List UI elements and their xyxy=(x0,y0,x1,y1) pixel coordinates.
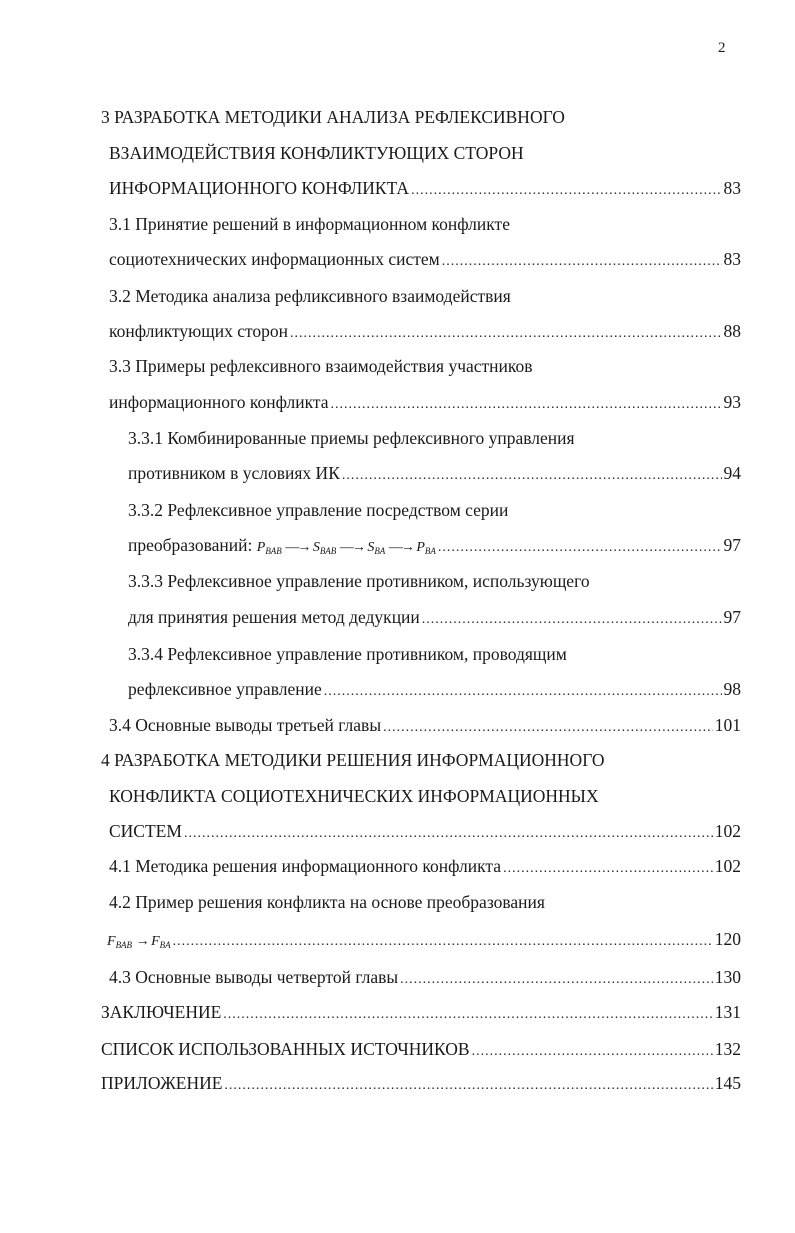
toc-page-ref: 83 xyxy=(723,178,741,198)
toc-page-ref: 145 xyxy=(714,1073,741,1093)
toc-page-ref: 130 xyxy=(714,967,741,987)
toc-page-ref: 132 xyxy=(714,1039,741,1059)
toc-page-ref: 102 xyxy=(714,856,741,876)
leader-dots xyxy=(224,1073,712,1099)
leader-dots xyxy=(342,463,722,489)
toc-entry-3-1[interactable] xyxy=(109,246,741,272)
toc-page-ref: 120 xyxy=(714,929,741,949)
toc-ch3-title-line2: ВЗАИМОДЕЙСТВИЯ КОНФЛИКТУЮЩИХ СТОРОН xyxy=(109,143,524,163)
toc-ch4-title-line3: СИСТЕМ xyxy=(109,821,182,841)
formula-symbol: P xyxy=(256,540,266,555)
toc-page-ref: 101 xyxy=(714,715,741,735)
toc-page-ref: 131 xyxy=(714,1002,741,1022)
long-arrow-icon: —→ xyxy=(285,540,310,555)
leader-dots xyxy=(383,715,713,741)
toc-s3-3-4-line2: рефлексивное управление xyxy=(128,679,322,699)
formula-subscript: BAB xyxy=(265,546,282,556)
toc-entry-4-1[interactable] xyxy=(109,853,741,879)
formula-symbol: F xyxy=(107,934,116,949)
toc-page-ref: 102 xyxy=(714,821,741,841)
toc-page-ref: 83 xyxy=(723,249,741,269)
toc-page-ref: 94 xyxy=(723,463,741,483)
toc-s3-3-1-line2: противником в условиях ИК xyxy=(128,463,340,483)
toc-s3-3-2-line2 xyxy=(128,532,436,564)
toc-entry-4-2[interactable] xyxy=(107,926,741,952)
toc-s3-3-line1: 3.3 Примеры рефлексивного взаимодействия участников xyxy=(109,356,533,376)
leader-dots xyxy=(290,321,721,347)
toc-entry-ch3[interactable] xyxy=(109,175,741,201)
toc-s3-3-3-line2: для принятия решения метод дедукции xyxy=(128,607,420,627)
toc-s3-2-line1: 3.2 Методика анализа рефликсивного взаимодействия xyxy=(109,286,511,306)
toc-s3-3-4-line1: 3.3.4 Рефлексивное управление противником, проводящим xyxy=(128,644,567,664)
page-number: 2 xyxy=(718,40,726,56)
toc-ch4-title-line2: КОНФЛИКТА СОЦИОТЕХНИЧЕСКИХ ИНФОРМАЦИОННЫХ xyxy=(109,786,599,806)
leader-dots xyxy=(503,856,713,882)
leader-dots xyxy=(184,821,713,847)
leader-dots xyxy=(411,178,721,204)
toc-entry-3-3[interactable] xyxy=(109,389,741,415)
toc-s3-3-1-line1: 3.3.1 Комбинированные приемы рефлексивного управления xyxy=(128,428,575,448)
formula-subscript: BAB xyxy=(115,940,133,950)
toc-s3-3-2-text: преобразований: xyxy=(128,535,253,555)
toc-s4-3-title: 4.3 Основные выводы четвертой главы xyxy=(109,967,399,987)
transformation-formula xyxy=(257,540,436,555)
formula-symbol: S xyxy=(367,540,375,555)
toc-page-ref: 88 xyxy=(723,321,741,341)
toc-page-ref: 98 xyxy=(723,679,741,699)
formula-symbol: S xyxy=(312,540,320,555)
toc-entry-3-3-4[interactable] xyxy=(128,676,741,702)
toc-page-ref: 97 xyxy=(723,535,741,555)
toc-s3-3-line2: информационного конфликта xyxy=(109,392,329,412)
toc-conclusion-title: ЗАКЛЮЧЕНИЕ xyxy=(101,1002,222,1022)
toc-s3-2-line2: конфликтующих сторон xyxy=(109,321,289,341)
leader-dots xyxy=(472,1039,713,1065)
toc-entry-ch4[interactable] xyxy=(109,818,741,844)
toc-entry-conclusion[interactable] xyxy=(101,999,741,1025)
toc-ch3-title-line1: 3 РАЗРАБОТКА МЕТОДИКИ АНАЛИЗА РЕФЛЕКСИВНОГО xyxy=(101,107,565,127)
toc-entry-appendix[interactable] xyxy=(101,1070,741,1096)
formula-subscript: BAB xyxy=(319,546,337,556)
toc-s3-1-line1: 3.1 Принятие решений в информационном конфликте xyxy=(109,214,510,234)
toc-entry-references[interactable] xyxy=(101,1036,741,1062)
formula-subscript: BA xyxy=(159,940,171,950)
leader-dots xyxy=(442,249,722,275)
long-arrow-icon: —→ xyxy=(339,540,364,555)
leader-dots xyxy=(400,967,713,993)
leader-dots xyxy=(324,679,722,705)
transformation-formula xyxy=(107,929,171,958)
toc-references-title: СПИСОК ИСПОЛЬЗОВАННЫХ ИСТОЧНИКОВ xyxy=(101,1039,470,1059)
toc-entry-3-3-1[interactable] xyxy=(128,460,741,486)
leader-dots xyxy=(438,535,722,561)
formula-subscript: BA xyxy=(374,546,386,556)
toc-s4-1-title: 4.1 Методика решения информационного конфликта xyxy=(109,856,502,876)
toc-page-ref: 97 xyxy=(723,607,741,627)
formula-subscript: BA xyxy=(424,546,436,556)
leader-dots xyxy=(223,1002,712,1028)
toc-ch4-title-line1: 4 РАЗРАБОТКА МЕТОДИКИ РЕШЕНИЯ ИНФОРМАЦИОННОГО xyxy=(101,750,605,770)
toc-s3-1-line2: социотехнических информационных систем xyxy=(109,249,440,269)
toc-s4-2-line1: 4.2 Пример решения конфликта на основе преобразования xyxy=(109,892,545,912)
toc-entry-3-4[interactable] xyxy=(109,712,741,738)
toc-entry-4-3[interactable] xyxy=(109,964,741,990)
toc-entry-3-3-2[interactable] xyxy=(128,532,741,558)
formula-symbol: P xyxy=(416,540,425,555)
leader-dots xyxy=(173,929,713,955)
leader-dots xyxy=(422,607,722,633)
toc-entry-3-2[interactable] xyxy=(109,318,741,344)
toc-s3-3-2-line1: 3.3.2 Рефлексивное управление посредством серии xyxy=(128,500,509,520)
toc-page-ref: 93 xyxy=(723,392,741,412)
toc-s3-4-title: 3.4 Основные выводы третьей главы xyxy=(109,715,382,735)
toc-s3-3-3-line1: 3.3.3 Рефлексивное управление противником, использующего xyxy=(128,571,590,591)
toc-entry-3-3-3[interactable] xyxy=(128,604,741,630)
leader-dots xyxy=(331,392,722,418)
toc-ch3-title-line3: ИНФОРМАЦИОННОГО КОНФЛИКТА xyxy=(109,178,410,198)
long-arrow-icon: —→ xyxy=(388,540,413,555)
formula-symbol: F xyxy=(151,934,160,949)
arrow-icon: → xyxy=(135,934,148,949)
toc-appendix-title: ПРИЛОЖЕНИЕ xyxy=(101,1073,223,1093)
